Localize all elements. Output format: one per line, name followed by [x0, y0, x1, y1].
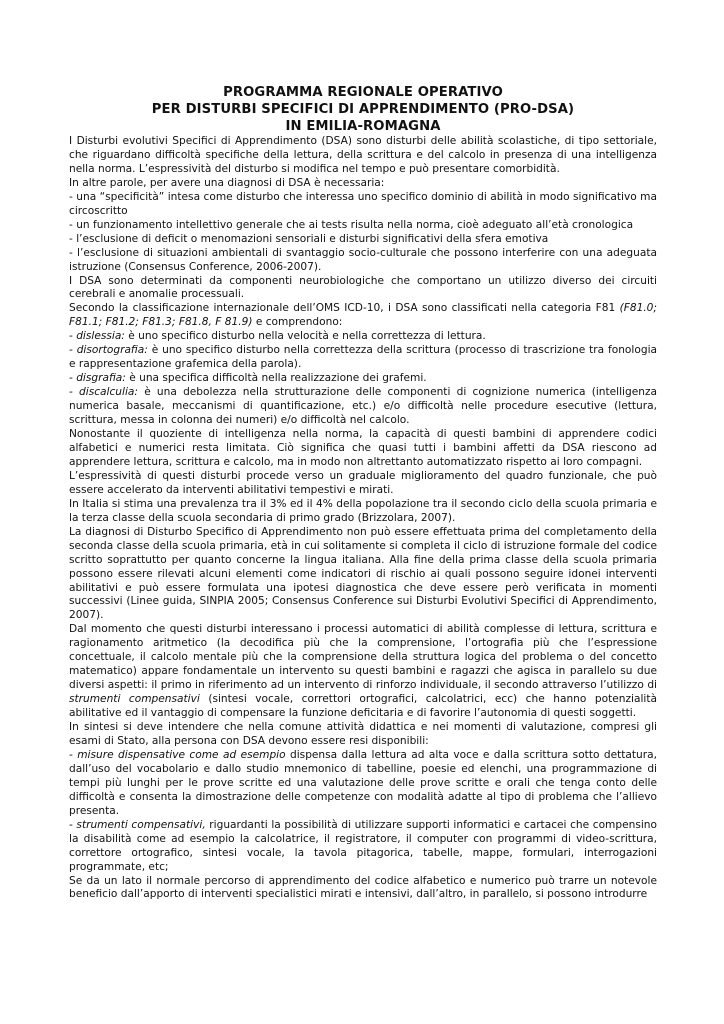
item-misure-dispensative	[69, 749, 657, 819]
paragraph-sintesi: In sintesi si deve intendere che nella comune attività didattica e nei momenti di valutazione, compresi gli esami di Stato, alla persona con DSA devono essere resi disponibili:	[69, 721, 657, 747]
paragraph-icd	[69, 302, 657, 330]
definition-disortografia	[69, 344, 657, 372]
document-page	[69, 84, 657, 902]
item-strumenti-compensativi	[69, 819, 657, 875]
criterion-item: - una “specificità” intesa come disturbo che interessa uno specifico dominio di abilità in modo significativo ma circoscritto	[69, 190, 657, 217]
icd-codes: (F81.0; F81.1; F81.2; F81.3; F81.8, F 81.9)	[69, 302, 657, 329]
document-body	[69, 135, 657, 902]
item-text: riguardanti la possibilità di utilizzare supporti informatici e cartacei che compensino la disabilità come ad esempio la calcolatrice, il registratore, il computer con programmi di video-scrittura, correttore ortografico, sintesi vocale, la tavola pitagorica, tabelle, mappe, formulari, interrogazioni programmate, etc;	[69, 818, 657, 873]
criterion-item: - l’esclusione di situazioni ambientali di svantaggio socio-culturale che possono interferire con una adeguata istruzione (Consensus Conference, 2006-2007).	[69, 246, 657, 273]
icd-tail: e comprendono:	[252, 316, 343, 329]
paragraph-quoziente: Nonostante il quoziente di intelligenza nella norma, la capacità di questi bambini di apprendere codici alfabetici e numerici resta limitata. Ciò significa che quasi tutti i bambini affetti da DSA riescono ad apprendere lettura, scrittura e calcolo, ma in modo non altrettanto automatizzato rispetto ai loro compagni.	[69, 428, 657, 468]
criterion-item: - l’esclusione di deficit o menomazioni sensoriali e disturbi significativi della sfera emotiva	[69, 232, 549, 245]
definition-label: - disgrafia:	[69, 372, 126, 385]
definition-text: è uno specifico disturbo nella velocità e nella correttezza di lettura.	[124, 330, 486, 343]
item-label: - strumenti compensativi,	[69, 818, 206, 831]
definition-text: è uno specifico disturbo nella correttezza della scrittura (processo di trascrizione tra fonologia e rappresentazione grafemica della parola).	[69, 344, 658, 371]
definition-label: - discalculia:	[69, 386, 138, 399]
definition-text: è una specifica difficoltà nella realizzazione dei grafemi.	[125, 372, 427, 385]
paragraph-prevalenza: In Italia si stima una prevalenza tra il 3% ed il 4% della popolazione tra il secondo ciclo della scuola primaria e la terza classe della scuola secondaria di primo grado (Brizzolara, 2007).	[69, 497, 657, 524]
paragraph-diagnosis-intro: In altre parole, per avere una diagnosi di DSA è necessaria:	[69, 176, 385, 189]
automatici-text-end: (sintesi vocale, correttori ortografici, calcolatrici, ecc) che hanno potenzialità abilitative ed il vantaggio di compensare la funzione deficitaria e di favorire l’autonomia di questi soggetti.	[69, 693, 657, 720]
paragraph-espressivita: L’espressività di questi disturbi procede verso un graduale miglioramento del quadro funzionale, che può essere accelerato da interventi abilitativi tempestivi e mirati.	[69, 469, 657, 496]
title-line-3: IN EMILIA-ROMAGNA	[285, 119, 441, 134]
title-line-2: PER DISTURBI SPECIFICI DI APPRENDIMENTO (PRO-DSA)	[151, 102, 575, 117]
item-label: - misure dispensative come ad esempio	[69, 748, 286, 761]
criterion-item: - un funzionamento intellettivo generale che ai tests risulta nella norma, cioè adeguato all’età cronologica	[69, 218, 634, 231]
icd-text: Secondo la classificazione internazionale dell’OMS ICD-10, i DSA sono classificati nella categoria F81	[69, 302, 620, 315]
paragraph-intro: I Disturbi evolutivi Specifici di Apprendimento (DSA) sono disturbi delle abilità scolastiche, di tipo settoriale, che riguardano difficoltà specifiche della lettura, della scrittura e del calcolo in presenza di una intelligenza nella norma. L’espressività del disturbo si modifica nel tempo e può presentare comorbidità.	[69, 135, 657, 175]
definition-discalculia	[69, 386, 657, 428]
paragraph-automatici	[69, 623, 657, 721]
paragraph-diagnosi-tempi: La diagnosi di Disturbo Specifico di Apprendimento non può essere effettuata prima del completamento della seconda classe della scuola primaria, età in cui solitamente si completa il ciclo di istruzione formale del codice scritto soprattutto per quanto concerne la lingua italiana. Alla fine della prima classe della scuola primaria possono essere rilevati alcuni elementi come indicatori di rischio ai quali possono seguire idonei interventi abilitativi e può essere formulata una ipotesi diagnostica che deve essere però verificata in momenti successivi (Linee guida, SINPIA 2005; Consensus Conference sui Disturbi Evolutivi Specifici di Apprendimento, 2007).	[69, 525, 657, 622]
definition-dislessia	[69, 330, 657, 344]
document-title	[69, 84, 657, 135]
definition-label: - dislessia:	[69, 330, 125, 343]
item-text: dispensa dalla lettura ad alta voce e dalla scrittura sotto dettatura, dall’uso del vocabolario e dallo studio mnemonico di tabelline, poesie ed elenchi, una programmazione di tempi più lunghi per le prove scritte ed una valutazione delle prove scritte e orali che tenga conto delle difficoltà e consenta la dimostrazione delle competenze con modalità adatte al tipo di problema che l’allievo presenta.	[69, 748, 657, 817]
automatici-text: Dal momento che questi disturbi interessano i processi automatici di abilità complesse di lettura, scrittura e ragionamento aritmetico (la decodifica più che la comprensione, l’ortografia più che l’espressione concettuale, il calcolo mentale più che la comprensione della struttura logica del problema o del concetto matematico) appare fondamentale un intervento su questi bambini e ragazzi che agisca in parallelo su due diversi aspetti: il primo in riferimento ad un intervento di rinforzo individuale, il secondo attraverso l’utilizzo di	[69, 623, 657, 692]
definition-label: - disortografia:	[69, 344, 148, 357]
definition-text: è una debolezza nella strutturazione delle componenti di cognizione numerica (intelligenza numerica basale, meccanismi di quantificazione, etc.) e/o difficoltà nelle procedure esecutive (lettura, scrittura, messa in colonna dei numeri) e/o difficoltà nel calcolo.	[69, 386, 658, 427]
title-line-1: PROGRAMMA REGIONALE OPERATIVO	[223, 85, 503, 100]
definition-disgrafia	[69, 372, 657, 386]
paragraph-neuro: I DSA sono determinati da componenti neurobiologiche che comportano un utilizzo diverso dei circuiti cerebrali e anomalie processuali.	[69, 274, 657, 301]
automatici-emphasis: strumenti compensativi	[69, 693, 200, 706]
paragraph-percorso: Se da un lato il normale percorso di apprendimento del codice alfabetico e numerico può trarre un notevole beneficio dall’apporto di interventi specialistici mirati e intensivi, dall’altro, in parallelo, si possono introdurre	[69, 874, 657, 901]
